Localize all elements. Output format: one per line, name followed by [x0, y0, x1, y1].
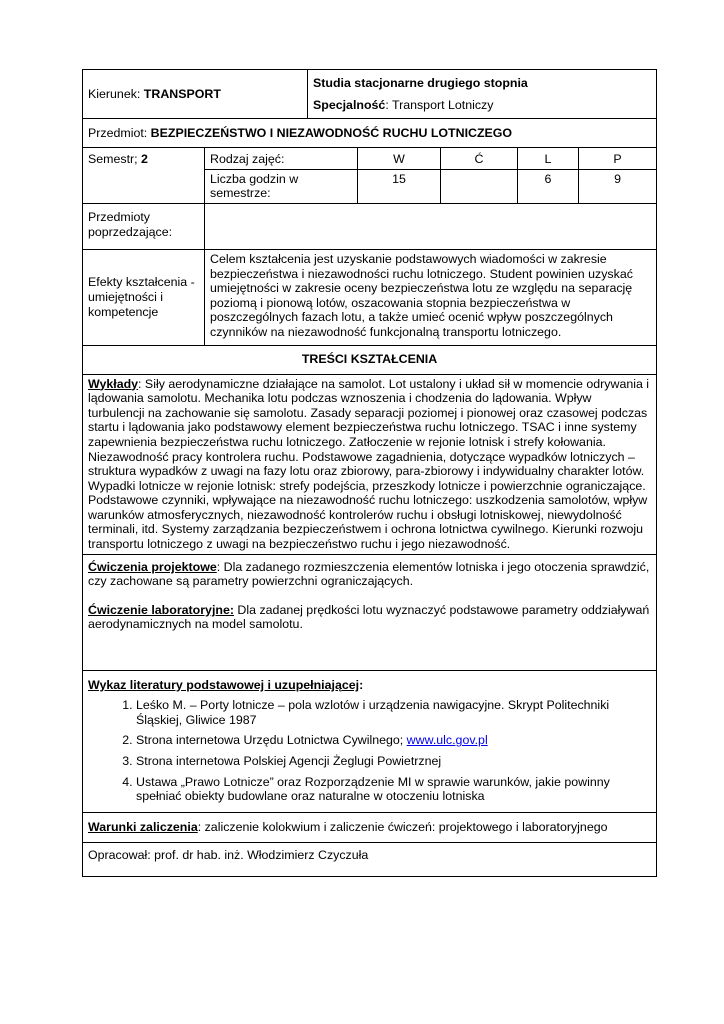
- literatura-title-text: Wykaz literatury podstawowej i uzupełniającej: [88, 677, 360, 692]
- poprzedzajace-value: [205, 203, 657, 249]
- lab-label: Ćwiczenie laboratoryjne:: [88, 602, 234, 617]
- specjalnosc-line: [313, 98, 651, 113]
- przedmiot-label: Przedmiot:: [88, 125, 151, 140]
- header-row: [83, 70, 657, 119]
- literatura-item: [136, 733, 651, 748]
- literatura-title-suffix: :: [359, 677, 364, 692]
- studia-cell: [308, 70, 657, 119]
- course-sheet: [82, 69, 656, 877]
- literatura-item-text: Ustawa „Prawo Lotnicze” oraz Rozporządzenie MI w sprawie warunków, jakie powinny spełniać obiekty budowlane oraz naturalne w otoczeniu lotniska: [136, 774, 610, 804]
- kierunek-cell: [83, 70, 308, 119]
- warunki-label: Warunki zaliczenia: [88, 820, 198, 835]
- przedmiot-cell: [83, 119, 657, 148]
- col-p-header: P: [579, 148, 657, 170]
- hours-l: 6: [518, 169, 579, 203]
- kierunek-value: TRANSPORT: [143, 86, 221, 101]
- efekty-row: [83, 249, 657, 345]
- ulc-link[interactable]: www.ulc.gov.pl: [406, 733, 488, 748]
- col-c-header: Ć: [441, 148, 518, 170]
- projektowe-label: Ćwiczenia projektowe: [88, 559, 217, 574]
- literatura-row: [83, 670, 657, 812]
- literatura-list: [88, 698, 651, 804]
- wyklady-text: : Siły aerodynamiczne działające na samolot. Lot ustalony i układ sił w momencie odrywania i lądowania samolotu. Mechanika lotu podczas wznoszenia i chodzenia do lądowania. Wpływ turbulencji na zachowanie się samolotu. Zasady separacji poziomej i pionowej oraz czasowej podczas startu i lądowania jako podstawowy element bezpieczeństwa ruchu lotniczego. TSAC i inne systemy zapewnienia bezpieczeństwa ruchu lotniczego. Zatłoczenie w rejonie lotnisk i strefy kołowania. Niezawodność pracy kontrolera ruchu. Podstawowe zagadnienia, dotyczące wypadków lotniczych – struktura wypadków z uwagi na fazy lotu oraz zbiorowy, para-zbiorowy i indywidualny charakter lotów. Wypadki lotnicze w rejonie lotnisk: strefy podejścia, przeszkody lotnicze i powierzchnie ograniczające. Podstawowe czynniki, wpływające na niezawodność ruchu lotniczego: uszkodzenia samolotów, wpływ warunków atmosferycznych, niezawodność kontrolerów ruchu i obsługi lotniskowej, niewydolność terminali, itd. Systemy zarządzania bezpieczeństwem i ochrona lotnictwa cywilnego. Kierunki rozwoju transportu lotniczego z uwagi na bezpieczeństwo ruchu i jego niezawodność.: [88, 376, 650, 552]
- warunki-text: : zaliczenie kolokwium i zaliczenie ćwiczeń: projektowego i laboratoryjnego: [197, 820, 608, 835]
- specjalnosc-value: : Transport Lotniczy: [385, 97, 494, 112]
- przedmiot-value: BEZPIECZEŃSTWO I NIEZAWODNOŚĆ RUCHU LOTNICZEGO: [150, 125, 513, 140]
- lab-para: [88, 603, 651, 632]
- literatura-cell: [83, 670, 657, 812]
- lab-text: Dla zadanej prędkości lotu wyznaczyć podstawowe parametry oddziaływań aerodynamicznych na model samolotu.: [88, 602, 650, 632]
- hours-w: 15: [358, 169, 441, 203]
- efekty-label: Efekty kształcenia - umiejętności i kompetencje: [83, 249, 205, 345]
- literatura-item-text: Strona internetowa Urzędu Lotnictwa Cywilnego;: [136, 733, 407, 748]
- semestr-cell: [83, 148, 205, 204]
- efekty-text: Celem kształcenia jest uzyskanie podstawowych wiadomości w zakresie bezpieczeństwa i niezawodności ruchu lotniczego. Student powinien uzyskać umiejętności w zakresie oceny bezpieczeństwa lotu ze względu na separację poziomą i pionową lotów, oszacowania stopnia bezpieczeństwa w poszczególnych fazach lotu, a także umieć ocenić wpływ poszczególnych czynników na niezawodność funkcjonalną transportu lotniczego.: [205, 249, 657, 345]
- kierunek-label: Kierunek:: [88, 86, 144, 101]
- hours-p: 9: [579, 169, 657, 203]
- rodzaj-row: [83, 148, 657, 170]
- rodzaj-label: Rodzaj zajęć:: [205, 148, 358, 170]
- col-l-header: L: [518, 148, 579, 170]
- opracowal-row: [83, 842, 657, 876]
- projektowe-text: : Dla zadanego rozmieszczenia elementów lotniska i jego otoczenia sprawdzić, czy zachowane są parametry powierzchni ograniczających.: [88, 559, 650, 589]
- literatura-item-text: Leśko M. – Porty lotnicze – pola wzlotów i urządzenia nawigacyjne. Skrypt Politechniki Śląskiej, Gliwice 1987: [136, 698, 610, 727]
- wyklady-row: [83, 374, 657, 554]
- wyklady-label: Wykłady: [88, 376, 139, 391]
- studia-text: Studia stacjonarne drugiego stopnia: [313, 76, 528, 90]
- poprzedzajace-label: Przedmioty poprzedzające:: [83, 203, 205, 249]
- semestr-value: 2: [141, 152, 148, 167]
- warunki-cell: [83, 812, 657, 842]
- literatura-item: [136, 754, 651, 769]
- literatura-item-text: Strona internetowa Polskiej Agencji Żeglugi Powietrznej: [136, 754, 442, 769]
- semestr-label: Semestr;: [88, 152, 142, 167]
- specjalnosc-label: Specjalność: [313, 97, 386, 112]
- literatura-item: [136, 698, 651, 727]
- hours-c: [441, 169, 518, 203]
- cwiczenia-cell: [83, 554, 657, 670]
- tresci-title-row: [83, 345, 657, 374]
- poprzedzajace-row: [83, 203, 657, 249]
- literatura-item: [136, 775, 651, 804]
- cwiczenia-row: [83, 554, 657, 670]
- opracowal-text: Opracował: prof. dr hab. inż. Włodzimierz Czyczuła: [83, 842, 657, 876]
- warunki-row: [83, 812, 657, 842]
- col-w-header: W: [358, 148, 441, 170]
- tresci-title: TREŚCI KSZTAŁCENIA: [83, 345, 657, 374]
- godziny-label: Liczba godzin w semestrze:: [205, 169, 358, 203]
- wyklady-cell: [83, 374, 657, 554]
- literatura-title: [88, 678, 651, 693]
- przedmiot-row: [83, 119, 657, 148]
- projektowe-para: [88, 560, 651, 589]
- course-table: [82, 69, 657, 877]
